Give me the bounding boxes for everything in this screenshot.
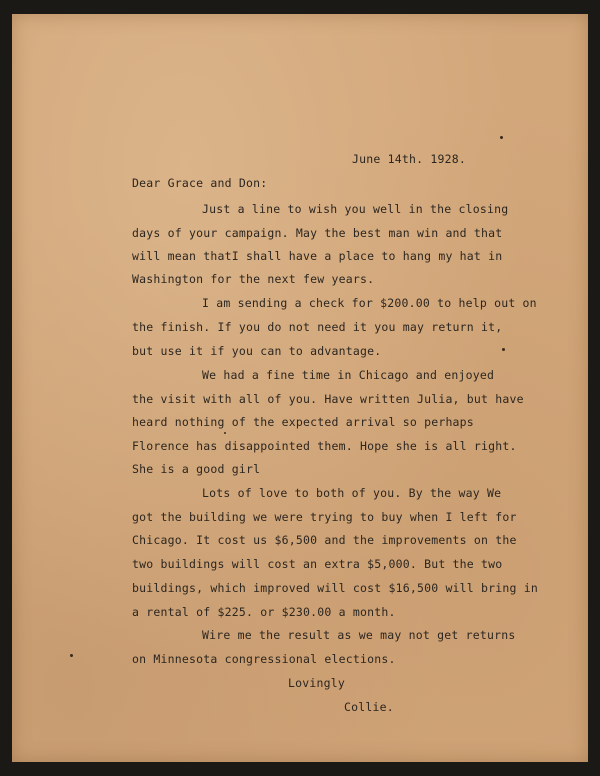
letter-line: will mean thatI shall have a place to hang my hat in (132, 249, 503, 263)
letter-line: She is a good girl (132, 462, 261, 476)
paper-speck (70, 654, 73, 657)
paper-speck (502, 348, 505, 351)
letter-line: the visit with all of you. Have written Julia, but have (132, 392, 524, 406)
letter-closing: Lovingly (288, 676, 345, 690)
letter-line: buildings, which improved will cost $16,500 will bring in (132, 581, 539, 595)
letter-line: Chicago. It cost us $6,500 and the improvements on the (132, 533, 517, 547)
letter-page (12, 14, 588, 762)
letter-line: on Minnesota congressional elections. (132, 652, 396, 666)
letter-line: I am sending a check for $200.00 to help out on (202, 296, 537, 310)
letter-line: Florence has disappointed them. Hope she is all right. (132, 439, 517, 453)
letter-salutation: Dear Grace and Don: (132, 176, 268, 190)
letter-line: Just a line to wish you well in the closing (202, 202, 509, 216)
paper-speck (500, 136, 503, 139)
letter-line: Wire me the result as we may not get returns (202, 628, 516, 642)
letter-line: days of your campaign. May the best man win and that (132, 226, 503, 240)
letter-line: two buildings will cost an extra $5,000. But the two (132, 557, 503, 571)
letter-line: heard nothing of the expected arrival so perhaps (132, 415, 474, 429)
letter-line: got the building we were trying to buy when I left for (132, 510, 517, 524)
letter-line: Washington for the next few years. (132, 272, 375, 286)
letter-date: June 14th. 1928. (352, 152, 466, 166)
letter-line: We had a fine time in Chicago and enjoyed (202, 368, 495, 382)
letter-line: Lots of love to both of you. By the way We (202, 486, 502, 500)
letter-line: a rental of $225. or $230.00 a month. (132, 605, 396, 619)
paper-speck (224, 432, 226, 434)
letter-line: the finish. If you do not need it you may return it, (132, 320, 503, 334)
letter-line: but use it if you can to advantage. (132, 344, 382, 358)
letter-signature: Collie. (344, 700, 394, 714)
